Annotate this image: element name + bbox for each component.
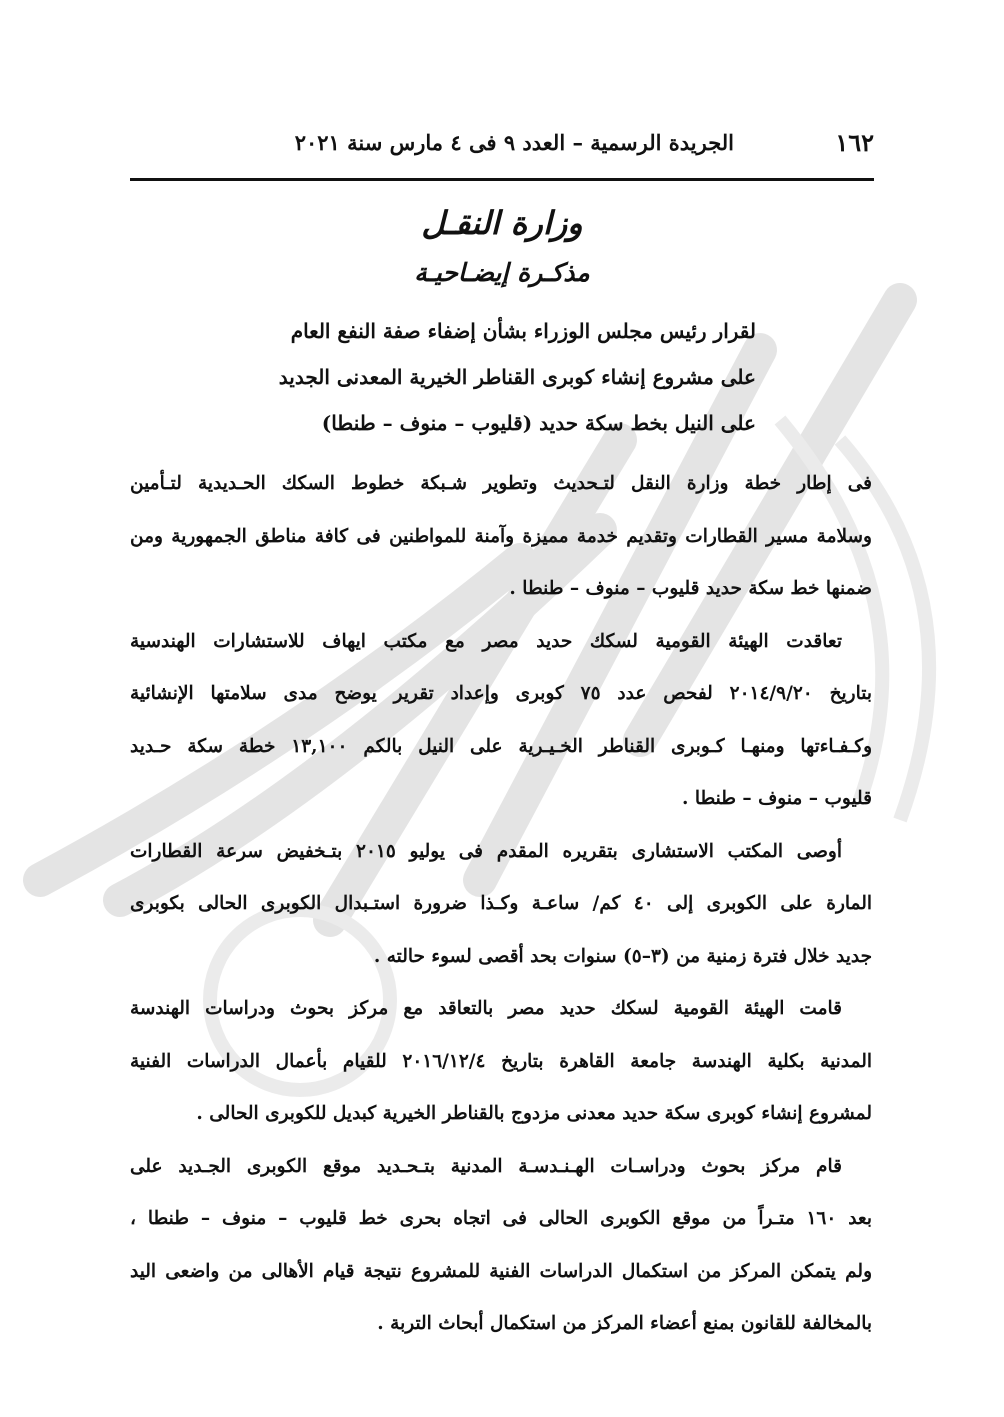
page-header [130,128,874,172]
text-line: وسلامة مسير القطارات وتقديم خدمة مميزة وآمنة للمواطنين فى كافة مناطق الجمهورية ومن [130,525,872,547]
memo-title: مذكـرة إيضـاحيـة [414,258,590,287]
page-number: ١٦٢ [835,128,874,157]
running-title: الجريدة الرسمية – العدد ٩ فى ٤ مارس سنة ٢٠٢١ [294,130,734,155]
text-line: أوصى المكتب الاستشارى بتقريره المقدم فى يوليو ٢٠١٥ بتـخفيض سرعة القطارات [130,840,843,862]
paragraph [130,983,872,1141]
subject-line: على مشروع إنشاء كوبرى القناطر الخيرية المعدنى الجديد [278,365,756,389]
memo-body [130,458,872,1351]
paragraph [130,458,872,616]
subject-line: لقرار رئيس مجلس الوزراء بشأن إضفاء صفة النفع العام [290,319,756,343]
text-line: بعد ١٦٠ متـراً من موقع الكوبرى الحالى فى اتجاه بحرى خط قليوب – منوف – طنطا ، [130,1208,872,1229]
paragraph [130,616,872,826]
text-line: بتاريخ ٢٠١٤/٩/٢٠ لفحص عدد ٧٥ كوبرى وإعداد تقرير يوضح مدى سلامتها الإنشائية [130,683,872,704]
text-line: بالمخالفة للقانون بمنع أعضاء المركز من استكمال أبحاث التربة . [377,1313,872,1334]
text-line: تعاقدت الهيئة القومية لسكك حديد مصر مع مكتب ايهاف للاستشارات الهندسية [130,630,842,652]
text-line: وكـفـاءتها ومنهـا كـوبرى القناطر الخـيـرية على النيل بالكم ١٣,١٠٠ خطة سكة حـديد [130,735,873,757]
text-line: جديد خلال فترة زمنية من (٣–٥) سنوات بحد أقصى لسوء حالته . [373,945,872,967]
paragraph [130,1141,872,1351]
memo-subject [236,308,756,446]
paragraph [130,826,872,984]
text-line: المارة على الكوبرى إلى ٤٠ كم/ ساعـة وكـذا ضرورة استـبدال الكوبرى الحالى بكوبرى [130,893,872,914]
header-divider [130,178,874,181]
text-line: قام مركز بحوث ودراسـات الهـنـدسـة المدنية بتـحـديد موقع الكوبرى الجـديد على [130,1155,842,1177]
text-line: لمشروع إنشاء كوبرى سكة حديد معدنى مزدوج بالقناطر الخيرية كبديل للكوبرى الحالى . [196,1103,872,1124]
text-line: ضمنها خط سكة حديد قليوب – منوف – طنطا . [509,578,872,599]
text-line: المدنية بكلية الهندسة جامعة القاهرة بتاريخ ٢٠١٦/١٢/٤ للقيام بأعمال الدراسات الفنية [130,1050,872,1072]
ministry-title: وزارة النقـل [421,204,583,242]
subject-line: على النيل بخط سكة حديد (قليوب – منوف – طنطا) [321,411,756,435]
text-line: ولم يتمكن المركز من استكمال الدراسات الفنية للمشروع نتيجة قيام الأهالى من واضعى اليد [130,1260,872,1282]
text-line: قليوب – منوف – طنطا . [681,788,872,809]
text-line: قامت الهيئة القومية لسكك حديد مصر بالتعاقد مع مركز بحوث ودراسات الهندسة [130,998,842,1019]
text-line: فى إطار خطة وزارة النقل لتـحديث وتطوير شـبكة خطوط السكك الحـديدية لتـأمين [130,473,872,494]
